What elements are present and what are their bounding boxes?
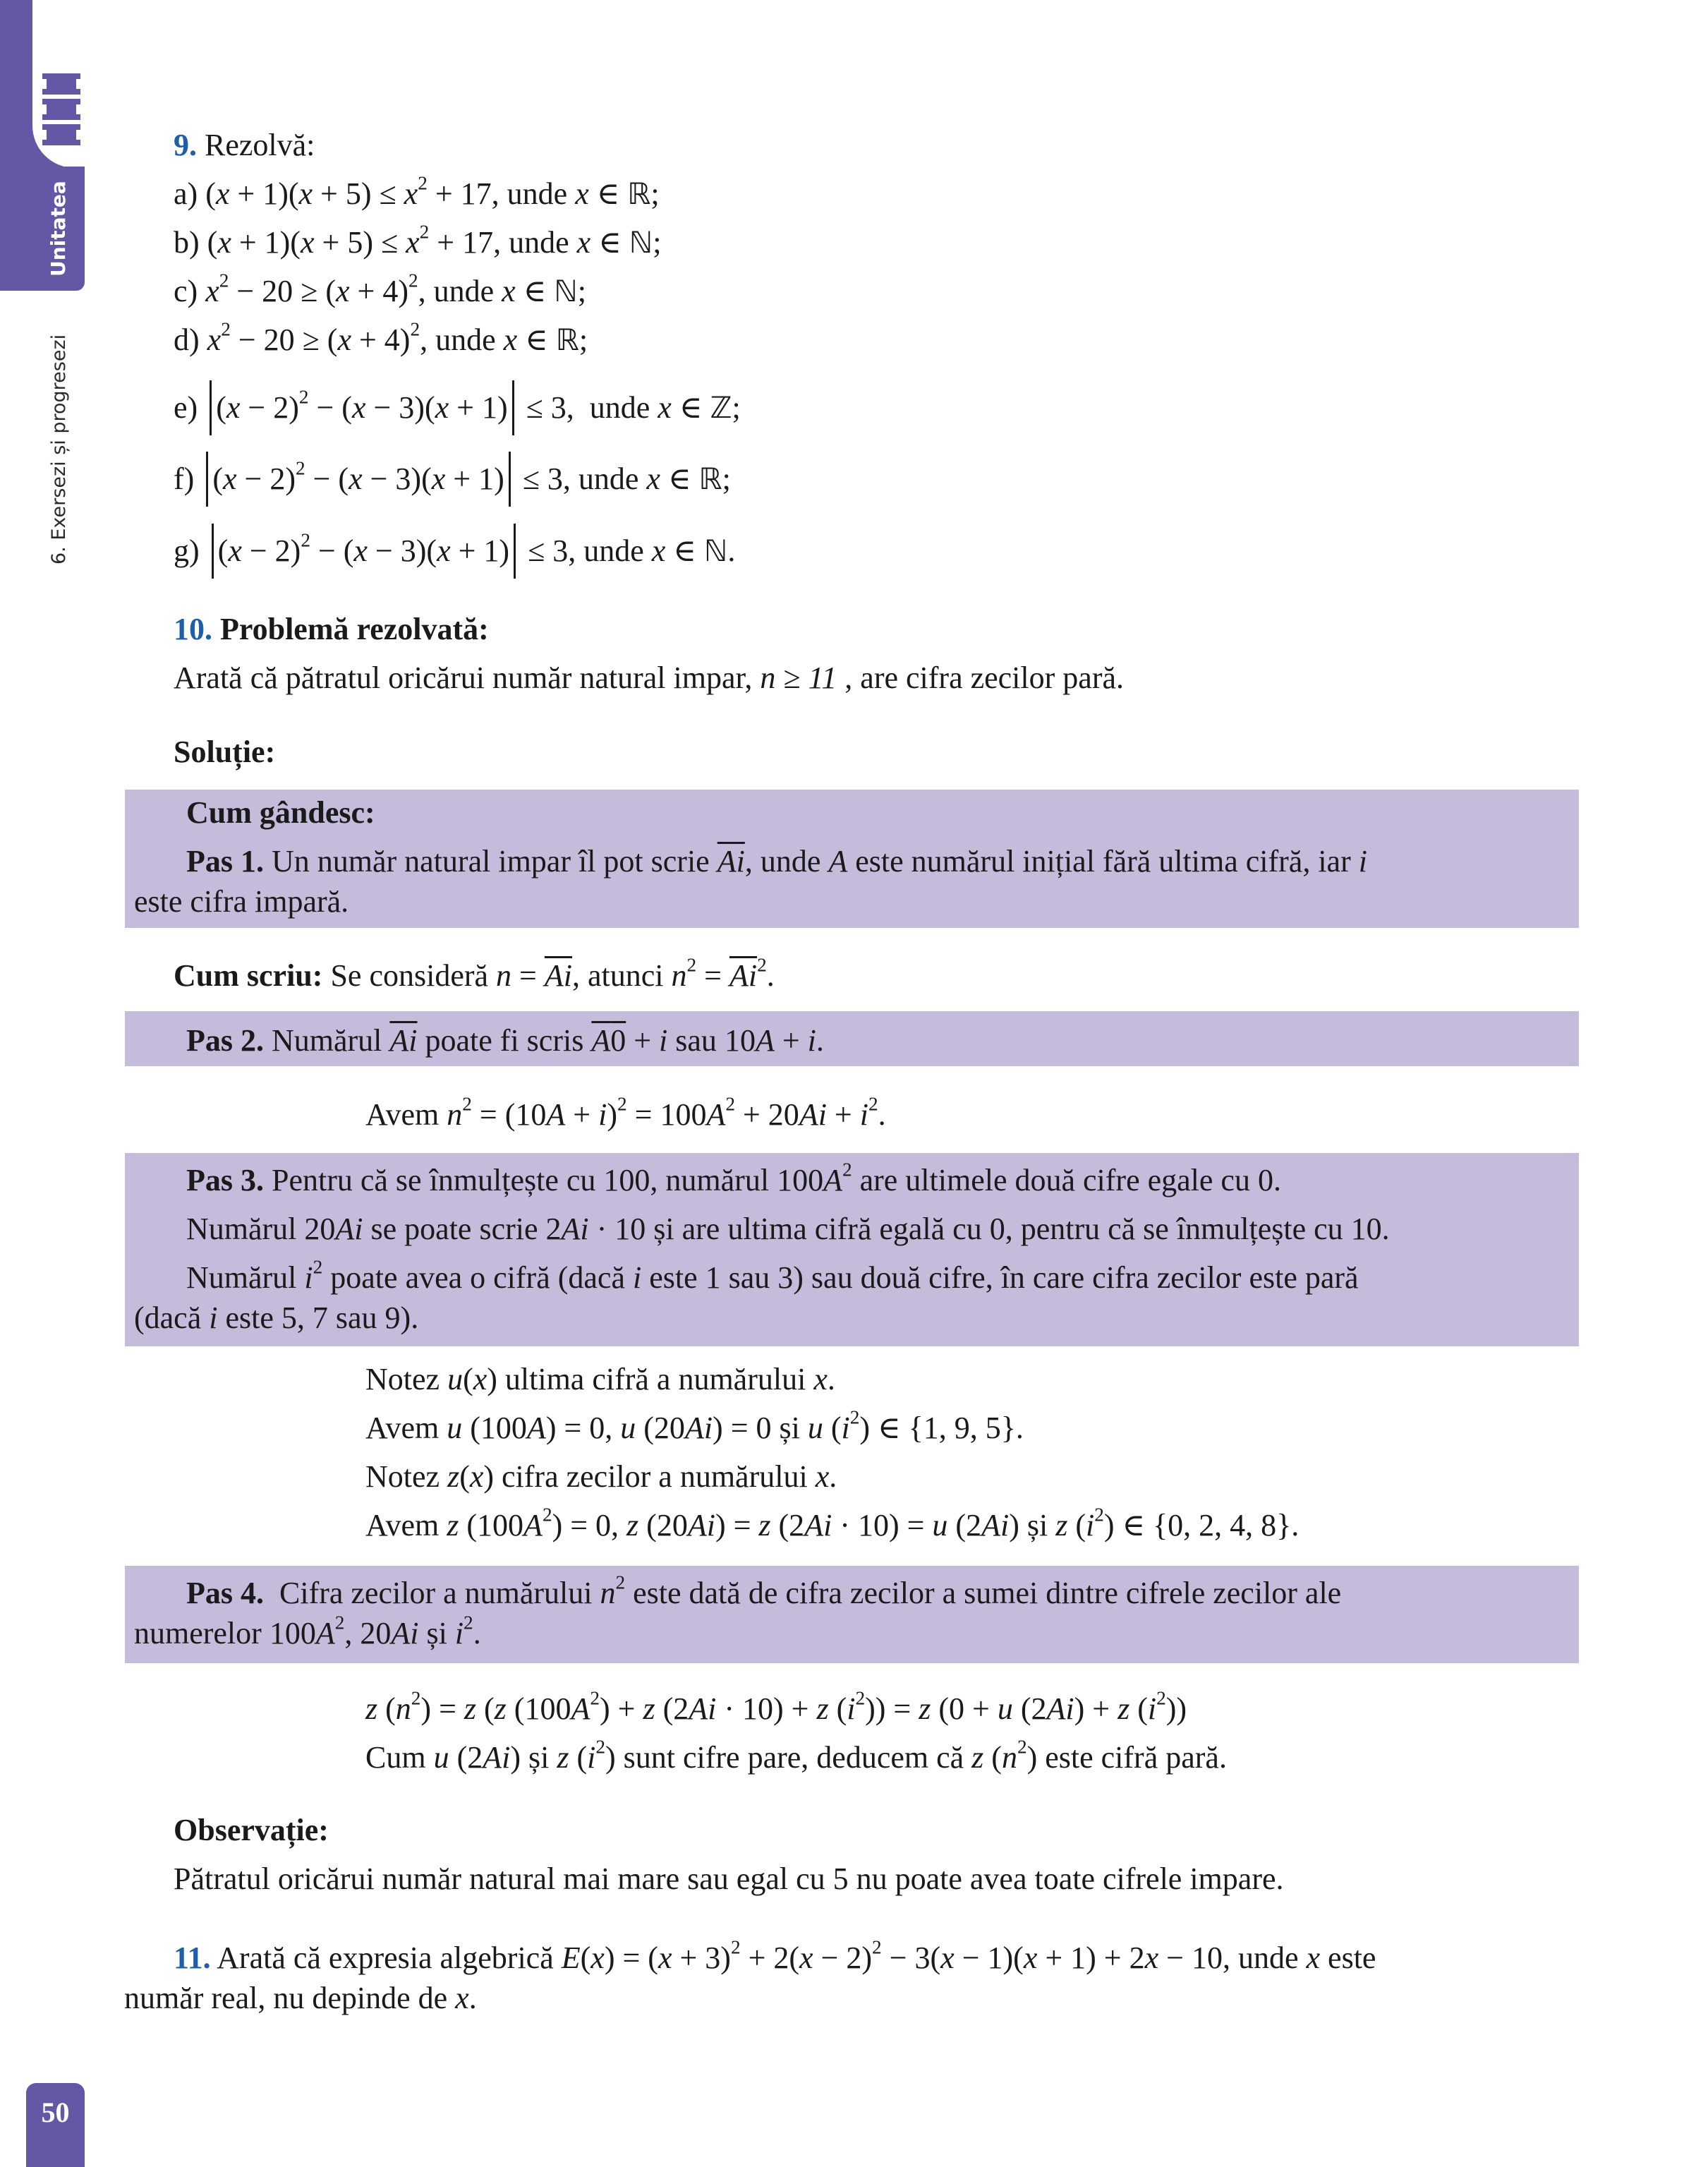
ex10-number: 10. — [174, 612, 212, 646]
think-label: Cum gândesc: — [186, 795, 375, 830]
write-line: Cum scriu: Se consideră $n = \overline{Ai}$, atunci $n^2 = \overline{Ai}^2$. — [174, 954, 775, 993]
ex11-line2: număr real, nu depinde de x. — [124, 1981, 477, 2015]
observation-text: Pătratul oricărui număr natural mai mare sau egal cu 5 nu poate avea toate cifrele impare. — [174, 1861, 1284, 1896]
step4-line2: numerelor $100A^2$, 20Ai și $i^2$. — [134, 1612, 481, 1650]
unit-tab — [0, 167, 85, 291]
ex11-number: 11. — [174, 1940, 211, 1975]
ex9-number: 9. — [174, 128, 197, 162]
step3-line2: Numărul 20Ai se poate scrie 2Ai · 10 și are ultima cifră egală cu 0, pentru că se înmulțește cu 10. — [186, 1212, 1390, 1246]
note-1: Notez u(x) ultima cifră a numărului x. — [365, 1362, 835, 1396]
ex9-item-g: g) $(x - 2)^2 - (x - 3)(x + 1) \le 3$, unde x ∈ ℕ. — [174, 526, 735, 581]
step3-line4: (dacă i este 5, 7 sau 9). — [134, 1300, 419, 1335]
ex9-item-a: a) $(x + 1)(x + 5) \le x^2 + 17$, unde x ∈ ℝ; — [174, 172, 660, 211]
step4-line1: Pas 4. Cifra zecilor a numărului $n^2$ este dată de cifra zecilor a sumei dintre cifrele zecilor ale — [186, 1571, 1342, 1610]
note-3: Notez z(x) cifra zecilor a numărului x. — [365, 1459, 837, 1494]
step1-line2: este cifra impară. — [134, 884, 349, 919]
conclusion-equation: z $(n^2) = z$ (z $(100A^2) + z$ (2Ai · 10) + z $(i^2)) = z$ (0 + u (2Ai) + z $(i^2)$) — [365, 1687, 1187, 1726]
ex9-item-d: d) $x^2 - 20 \ge (x + 4)^2$, unde x ∈ ℝ; — [174, 318, 588, 357]
ex9-item-c: c) $x^2 - 20 \ge (x + 4)^2$, unde x ∈ ℕ; — [174, 270, 586, 308]
step1-line1: Pas 1. Un număr natural impar îl pot scrie $\overline{Ai}$, unde A este numărul inițial fără ultima cifră, iar i — [186, 844, 1367, 879]
step2-line: Pas 2. Numărul $\overline{Ai}$ poate fi scris A0 + i sau 10A + i. — [186, 1023, 824, 1058]
chapter-label: 6. Exersezi și progresezi — [48, 334, 70, 565]
step3-line1: Pas 3. Pentru că se înmulțește cu 100, numărul $100A^2$ are ultimele două cifre egale cu 0. — [186, 1159, 1281, 1197]
unit-label: Unitatea — [47, 181, 70, 277]
conclusion-text: Cum u (2Ai) și z $(i^2)$ sunt cifre pare, deducem că z $(n^2)$ este cifră pară. — [365, 1736, 1227, 1775]
ex11-line1: 11. Arată că expresia algebrică $E(x) = (x + 3)^2 + 2(x - 2)^2 - 3(x - 1)(x + 1) + 2x - 10$, unde x este — [174, 1936, 1376, 1975]
unit-roman-numeral-icon — [37, 71, 86, 147]
note-2: Avem u (100A) = 0, u (20Ai) = 0 și u $(i^2)$ ∈ {1, 9, 5}. — [365, 1406, 1024, 1445]
ex9-item-e: e) $(x - 2)^2 - (x - 3)(x + 1) \le 3$, unde x ∈ ℤ; — [174, 383, 741, 438]
note-4: Avem z $(100A^2) = 0$, z (20Ai) = z (2Ai · 10) = u (2Ai) și z $(i^2)$ ∈ {0, 2, 4, 8}. — [365, 1504, 1300, 1543]
ex10-statement: Arată că pătratul oricărui număr natural impar, n ≥ 11 , are cifra zecilor pară. — [174, 660, 1124, 695]
solution-label: Soluție: — [174, 735, 276, 769]
avem-expansion: Avem $n^2 = (10A + i)^2 = 100A^2 + 20Ai + i^2$. — [365, 1093, 886, 1132]
sidebar-strip — [0, 0, 32, 176]
ex9-heading — [174, 126, 315, 165]
ex10-heading — [174, 610, 489, 649]
ex9-item-b: b) $(x + 1)(x + 5) \le x^2 + 17$, unde x ∈ ℕ; — [174, 221, 662, 260]
ex9-item-f: f) $(x - 2)^2 - (x - 3)(x + 1) \le 3$, unde x ∈ ℝ; — [174, 454, 731, 509]
page-badge — [26, 2083, 85, 2167]
page-number: 50 — [41, 2096, 70, 2128]
step3-line3: Numărul $i^2$ poate avea o cifră (dacă i este 1 sau 3) sau două cifre, în care cifra zecilor este pară — [186, 1256, 1359, 1295]
ex10-title: Problemă rezolvată: — [220, 612, 489, 646]
observation-label: Observație: — [174, 1813, 329, 1847]
ex9-title: Rezolvă: — [205, 128, 315, 162]
